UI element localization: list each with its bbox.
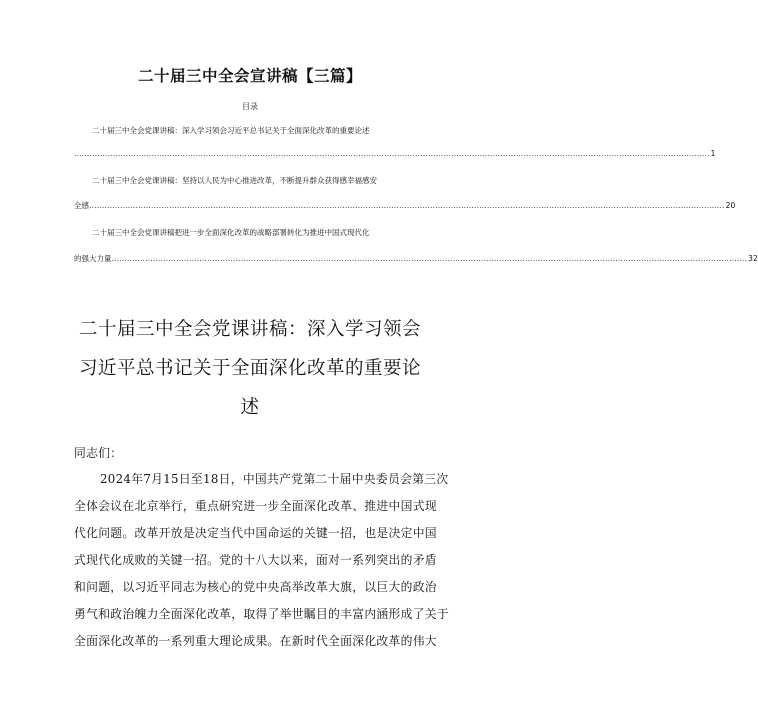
body-paragraph-line: 全面深化改革的一系列重大理论成果。在新时代全面深化改革的伟大	[74, 634, 437, 648]
body-paragraph-line: 和问题，以习近平同志为核心的党中央高举改革大旗，以巨大的政治	[74, 580, 437, 594]
body-paragraph-line: 勇气和政治魄力全面深化改革，取得了举世瞩目的丰富内涵形成了关于	[74, 607, 450, 621]
body-paragraph-line: 全体会议在北京举行，重点研究进一步全面深化改革、推进中国式现	[74, 499, 437, 513]
salutation: 同志们：	[74, 446, 123, 460]
toc-dot-leader: ......................................................................................................................................................................................................................................................	[89, 201, 725, 210]
toc-entry-2-text[interactable]: 二十届三中全会党课讲稿：坚持以人民为中心推进改革，不断提升群众获得感幸福感安	[92, 176, 377, 185]
document-title: 二十届三中全会宣讲稿【三篇】	[137, 67, 362, 85]
body-paragraph-line: 2024年7月15日至18日，中国共产党第二十届中央委员会第三次	[100, 472, 449, 486]
article-title-line-3: 述	[240, 397, 260, 418]
toc-entry-3-text[interactable]: 二十届三中全会党课讲稿把进一步全面深化改革的战略部署转化为推进中国式现代化	[92, 228, 370, 237]
toc-entry-3-page: 32	[748, 254, 758, 263]
toc-entry-1-text[interactable]: 二十届三中全会党课讲稿：深入学习领会习近平总书记关于全面深化改革的重要论述	[92, 126, 370, 135]
toc-entry-2-page: 20	[725, 201, 736, 210]
toc-entry-2-leader[interactable]	[74, 201, 736, 211]
toc-dot-leader: ......................................................................................................................................................................................................................................................	[74, 149, 710, 158]
body-paragraph-line: 式现代化成败的关键一招。党的十八大以来，面对一系列突出的矛盾	[74, 553, 437, 567]
toc-entry-3-leader[interactable]	[74, 254, 758, 264]
toc-heading: 目录	[242, 102, 258, 111]
article-title-line-2: 习近平总书记关于全面深化改革的重要论	[78, 358, 421, 379]
toc-entry-1-page: 1	[710, 149, 716, 158]
body-paragraph-line: 代化问题。改革开放是决定当代中国命运的关键一招，也是决定中国	[74, 526, 437, 540]
toc-dot-leader: ......................................................................................................................................................................................................................................................	[111, 254, 748, 263]
toc-entry-2-continuation: 全感	[74, 201, 89, 210]
toc-entry-1-leader[interactable]	[74, 149, 716, 159]
article-title-line-1: 二十届三中全会党课讲稿：深入学习领会	[78, 319, 421, 340]
toc-entry-3-continuation: 的强大力量	[74, 254, 112, 263]
